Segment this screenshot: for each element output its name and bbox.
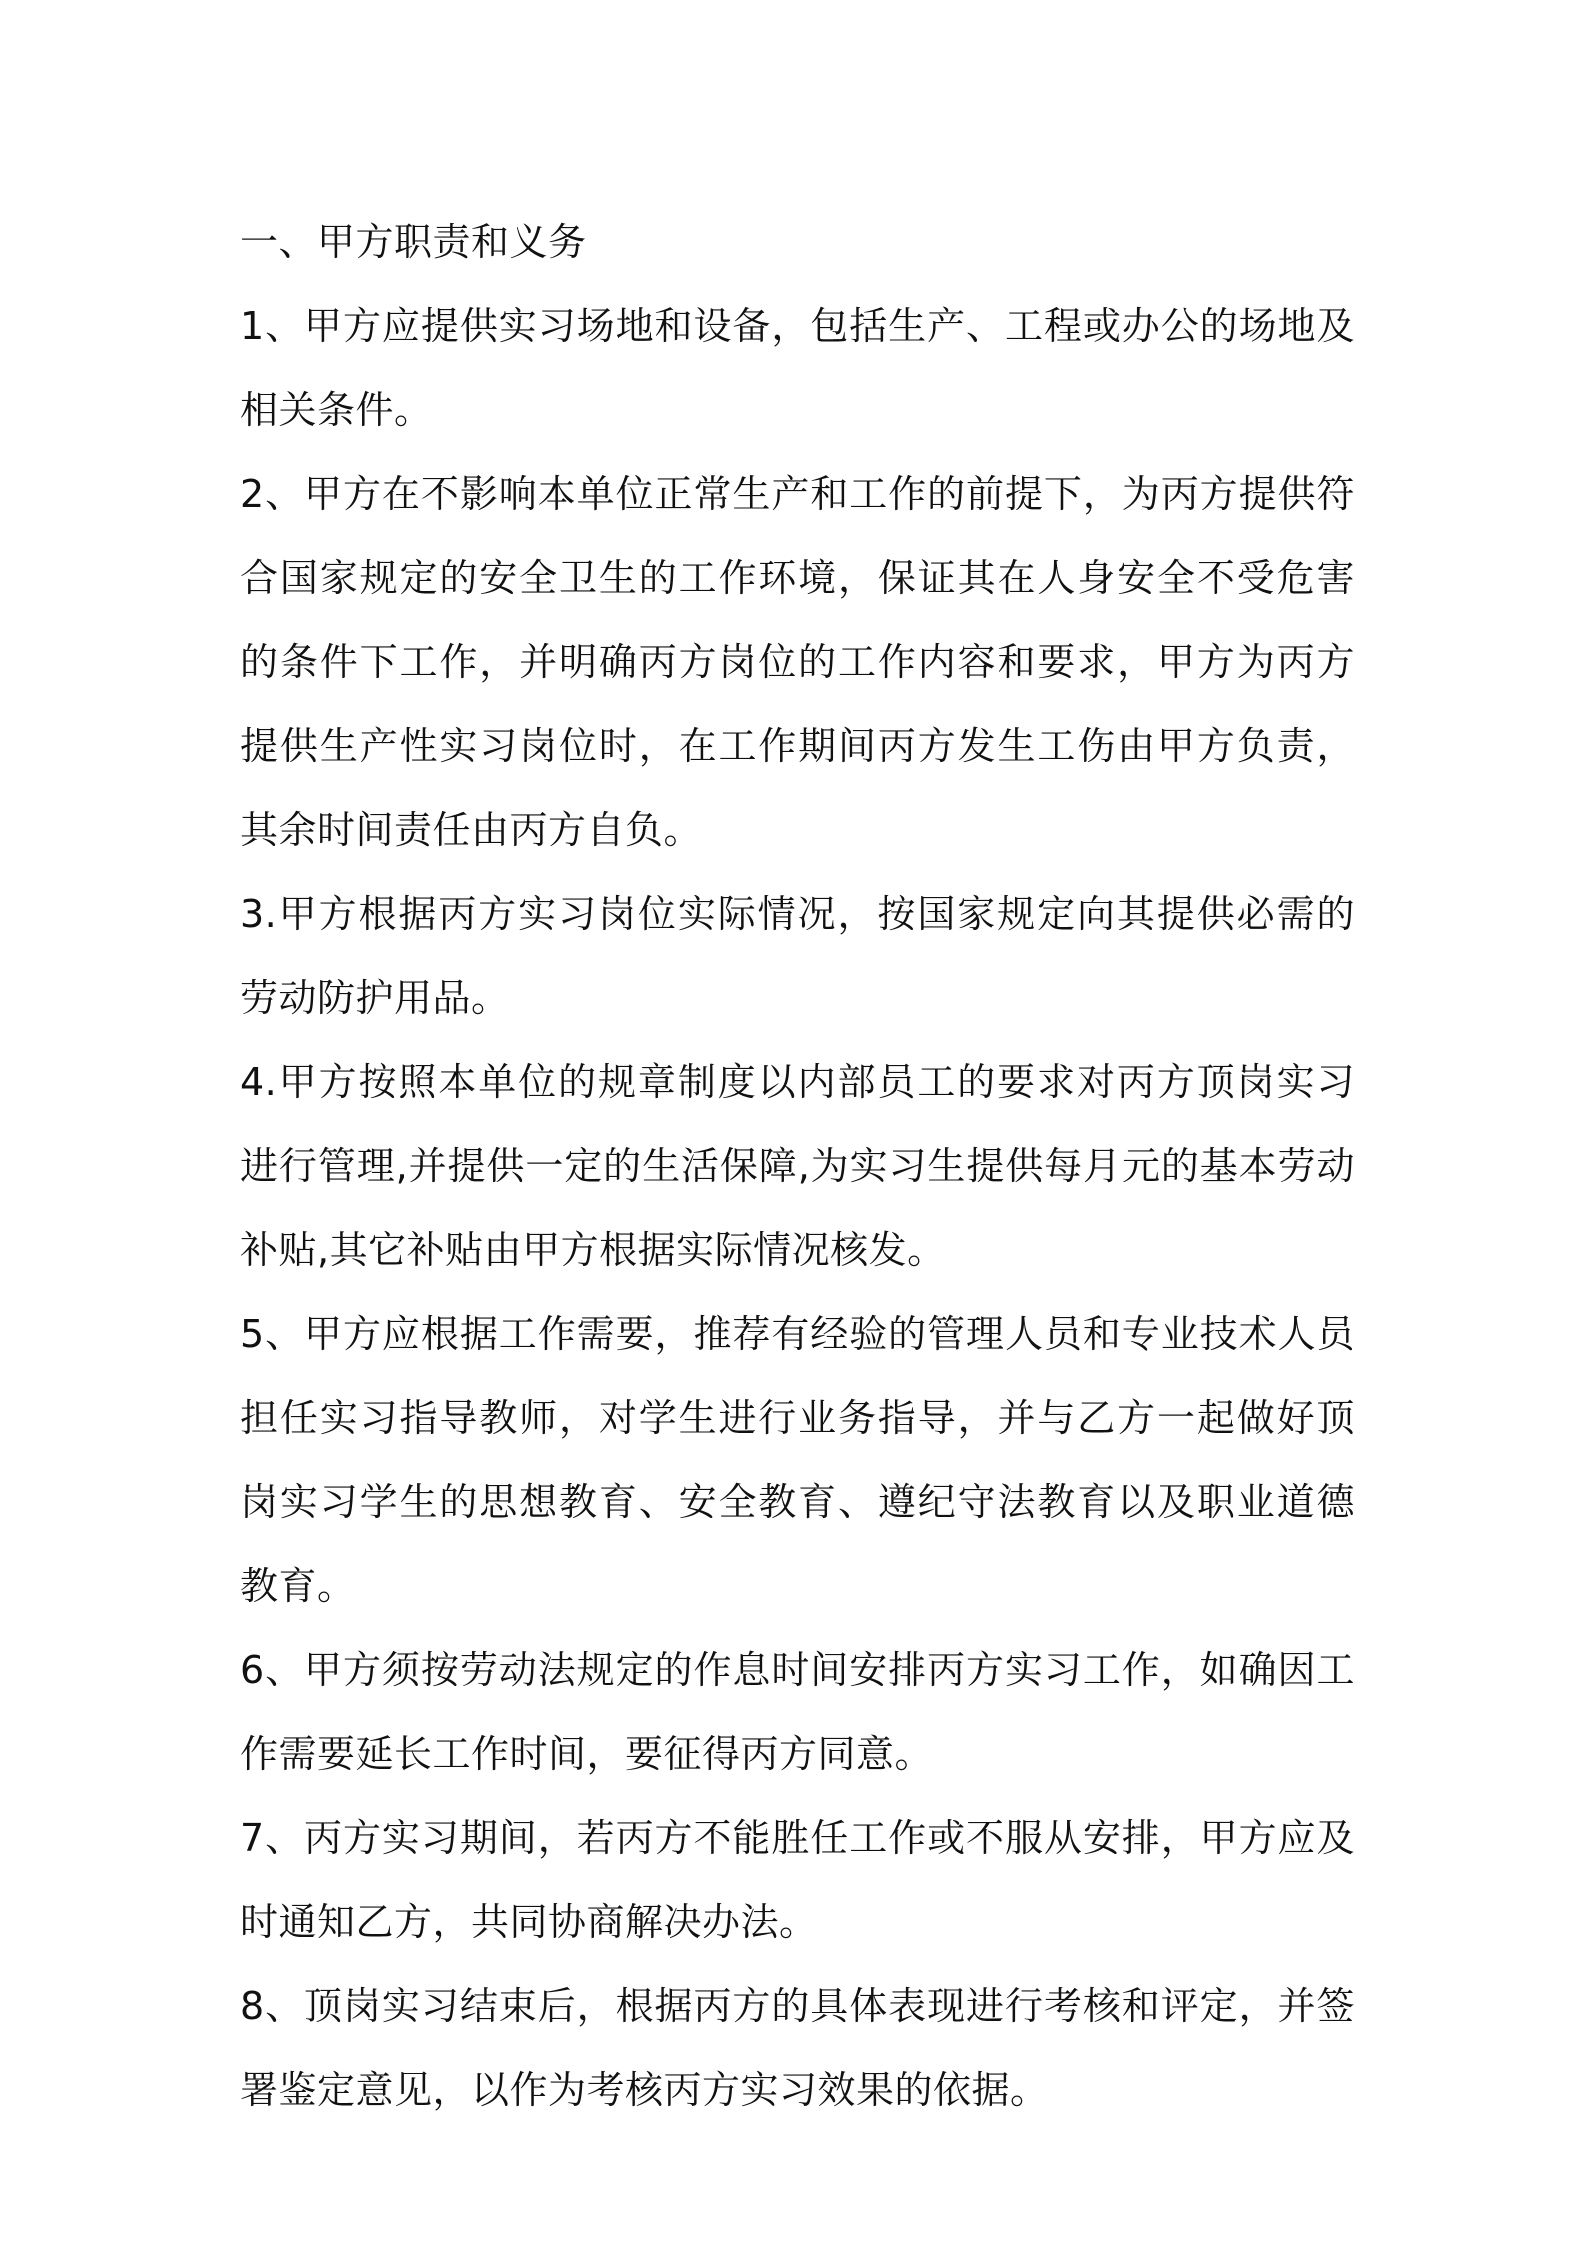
paragraph-6: 6、甲方须按劳动法规定的作息时间安排丙方实习工作，如确因工作需要延长工作时间，要征得丙方同意。 bbox=[240, 1648, 1355, 1776]
paragraph-2: 2、甲方在不影响本单位正常生产和工作的前提下，为丙方提供符合国家规定的安全卫生的工作环境，保证其在人身安全不受危害的条件下工作，并明确丙方岗位的工作内容和要求，甲方为丙方提供生产性实习岗位时，在工作期间丙方发生工伤由甲方负责，其余时间责任由丙方自负。 bbox=[240, 472, 1355, 852]
paragraph-5: 5、甲方应根据工作需要，推荐有经验的管理人员和专业技术人员担任实习指导教师，对学生进行业务指导，并与乙方一起做好顶岗实习学生的思想教育、安全教育、遵纪守法教育以及职业道德教育。 bbox=[240, 1312, 1355, 1608]
section-heading: 一、甲方职责和义务 bbox=[240, 220, 587, 264]
paragraph-8: 8、顶岗实习结束后，根据丙方的具体表现进行考核和评定，并签署鉴定意见，以作为考核丙方实习效果的依据。 bbox=[240, 1984, 1355, 2112]
paragraph-1: 1、甲方应提供实习场地和设备，包括生产、工程或办公的场地及相关条件。 bbox=[240, 304, 1355, 432]
document-body bbox=[240, 200, 1355, 2132]
paragraph-3: 3.甲方根据丙方实习岗位实际情况，按国家规定向其提供必需的劳动防护用品。 bbox=[240, 892, 1355, 1020]
paragraph-4: 4.甲方按照本单位的规章制度以内部员工的要求对丙方顶岗实习进行管理,并提供一定的生活保障,为实习生提供每月元的基本劳动补贴,其它补贴由甲方根据实际情况核发。 bbox=[240, 1060, 1355, 1272]
paragraph-7: 7、丙方实习期间，若丙方不能胜任工作或不服从安排，甲方应及时通知乙方，共同协商解决办法。 bbox=[240, 1816, 1355, 1944]
